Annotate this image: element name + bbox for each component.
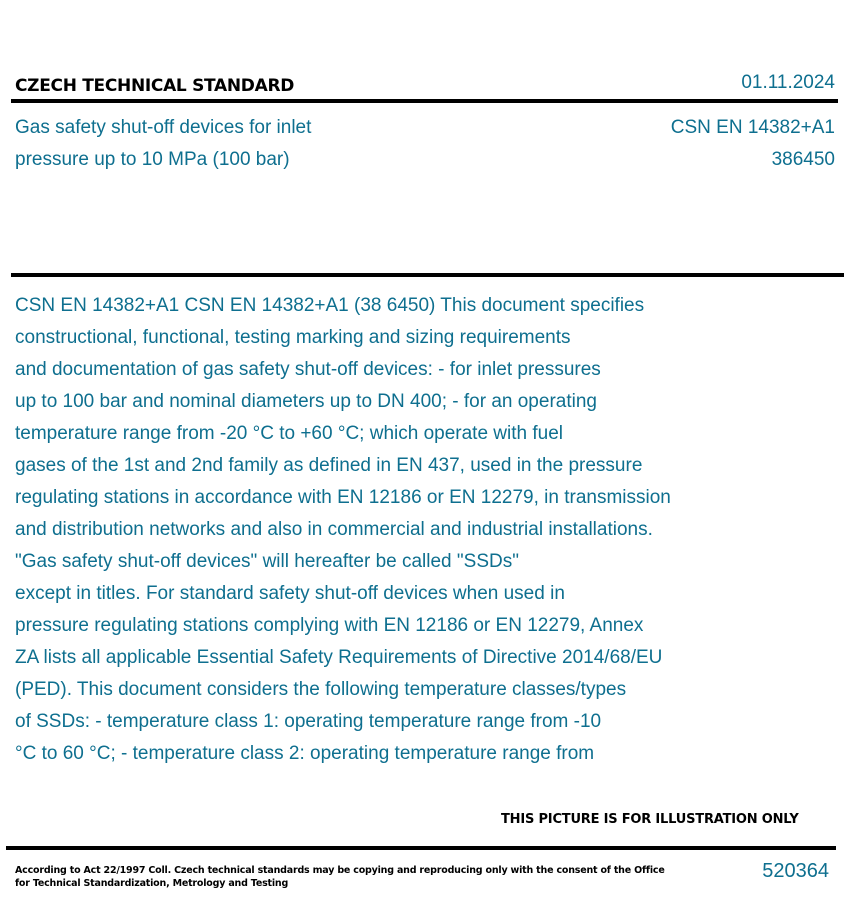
abstract-line: (PED). This document considers the following temperature classes/types [15, 679, 627, 700]
standard-code: CSN EN 14382+A1 [670, 117, 835, 138]
abstract-line: of SSDs: - temperature class 1: operating temperature range from -10 [15, 711, 602, 732]
abstract-line: ZA lists all applicable Essential Safety Requirements of Directive 2014/68/EU [15, 647, 663, 668]
abstract-line: and documentation of gas safety shut-off devices: - for inlet pressures [15, 359, 601, 380]
abstract-line: pressure regulating stations complying with EN 12186 or EN 12279, Annex [15, 615, 644, 636]
abstract-text [15, 290, 671, 770]
illustration-note: THIS PICTURE IS FOR ILLUSTRATION ONLY [501, 812, 799, 827]
document-type-label: CZECH TECHNICAL STANDARD [15, 76, 295, 96]
abstract-line: temperature range from -20 °C to +60 °C; which operate with fuel [15, 423, 563, 444]
legal-notice-line: for Technical Standardization, Metrology and Testing [15, 878, 289, 889]
classification-number: 386450 [771, 149, 835, 170]
abstract-line: constructional, functional, testing marking and sizing requirements [15, 327, 571, 348]
legal-notice-line: According to Act 22/1997 Coll. Czech technical standards may be copying and reproducing only with the consent of the Office [15, 865, 665, 876]
header-rule [11, 99, 838, 103]
product-code: 520364 [762, 860, 829, 882]
standard-title-line-2: pressure up to 10 MPa (100 bar) [15, 149, 290, 170]
abstract-line: and distribution networks and also in commercial and industrial installations. [15, 519, 653, 540]
abstract-line: "Gas safety shut-off devices" will hereafter be called "SSDs" [15, 551, 519, 572]
legal-notice [15, 864, 665, 890]
abstract-line: °C to 60 °C; - temperature class 2: operating temperature range from [15, 743, 595, 764]
standard-title-line-1: Gas safety shut-off devices for inlet [15, 117, 312, 138]
publication-date: 01.11.2024 [741, 72, 835, 93]
footer-rule [6, 846, 836, 850]
abstract-line: CSN EN 14382+A1 CSN EN 14382+A1 (38 6450) This document specifies [15, 295, 645, 316]
abstract-line: up to 100 bar and nominal diameters up to DN 400; - for an operating [15, 391, 597, 412]
abstract-line: regulating stations in accordance with EN 12186 or EN 12279, in transmission [15, 487, 671, 508]
title-rule [11, 273, 844, 277]
abstract-line: except in titles. For standard safety shut-off devices when used in [15, 583, 565, 604]
abstract-line: gases of the 1st and 2nd family as defined in EN 437, used in the pressure [15, 455, 643, 476]
